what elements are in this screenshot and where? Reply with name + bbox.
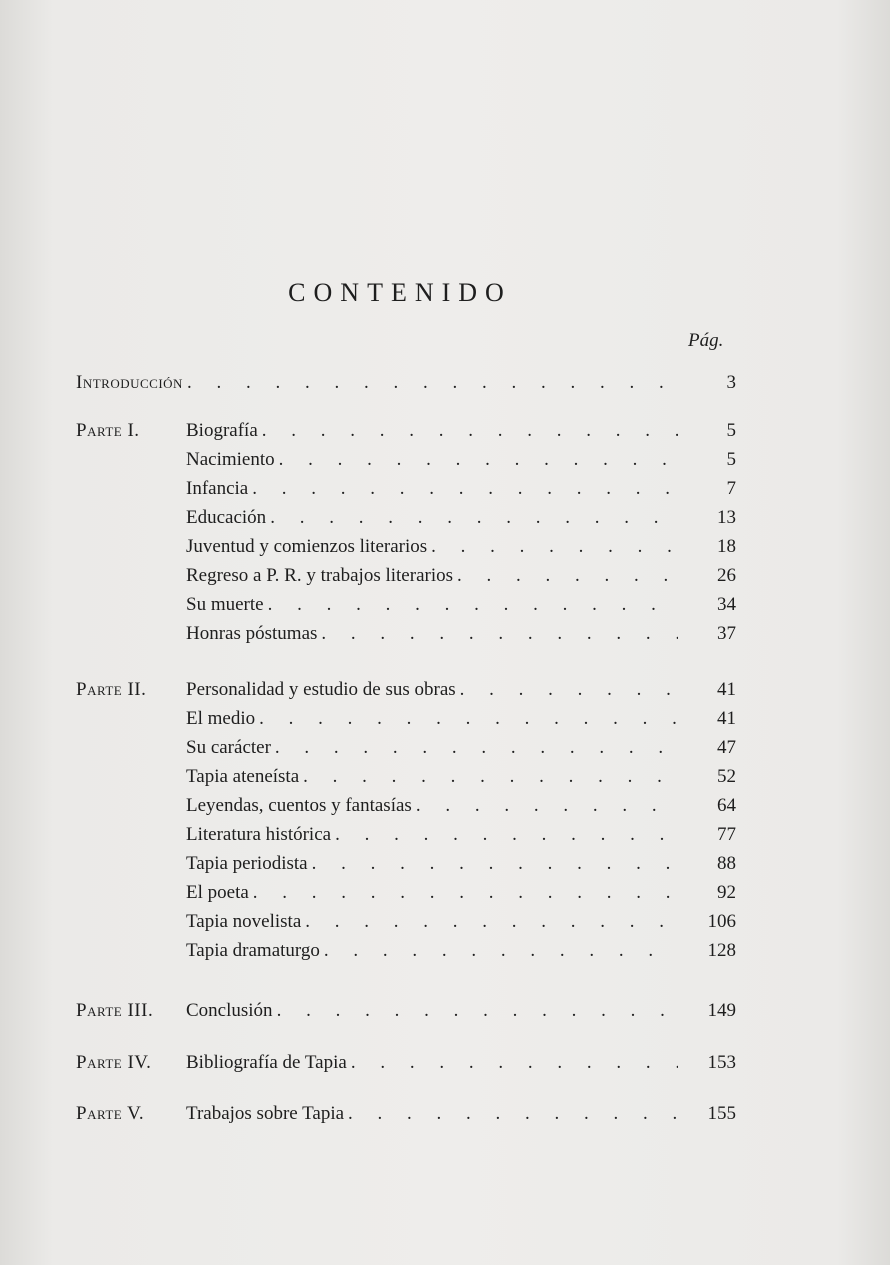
page-number: 18: [717, 536, 736, 557]
toc-row: [76, 853, 736, 882]
page-number: 5: [726, 420, 736, 441]
toc-row: [76, 420, 736, 449]
intro-label: Introducción: [76, 372, 183, 393]
page-number: 13: [717, 507, 736, 528]
page-number: 128: [707, 940, 736, 961]
dot-leader: [275, 737, 678, 759]
page-number: 26: [717, 565, 736, 586]
toc-part-3: [76, 1000, 736, 1029]
toc-row: [76, 911, 736, 940]
page-number: 37: [717, 623, 736, 644]
page-column-label: Pág.: [688, 330, 724, 351]
dot-leader: [416, 795, 678, 817]
toc-row: [76, 1052, 736, 1081]
entry-title: Conclusión: [186, 1000, 273, 1021]
page-number: 155: [707, 1103, 736, 1124]
entry-title: Juventud y comienzos literarios: [186, 536, 428, 557]
page-number: 41: [717, 679, 736, 700]
toc-part-5: [76, 1103, 736, 1132]
dot-leader: [312, 853, 678, 875]
page-number: 34: [717, 594, 736, 615]
dot-leader: [252, 478, 678, 500]
dot-leader: [277, 1000, 678, 1022]
toc-row: [76, 1000, 736, 1029]
toc-row: [76, 766, 736, 795]
toc-row: [76, 507, 736, 536]
entry-title: El poeta: [186, 882, 249, 903]
page-number: 106: [707, 911, 736, 932]
dot-leader: [268, 594, 678, 616]
entry-title: Bibliografía de Tapia: [186, 1052, 347, 1073]
dot-leader: [335, 824, 678, 846]
entry-title: Infancia: [186, 478, 249, 499]
dot-leader: [351, 1052, 678, 1074]
toc-part-4: [76, 1052, 736, 1081]
toc-intro-row: [76, 372, 736, 394]
toc-row: [76, 1103, 736, 1132]
toc-row: [76, 449, 736, 478]
entry-title: Regreso a P. R. y trabajos literarios: [186, 565, 454, 586]
entry-title: Nacimiento: [186, 449, 275, 470]
entry-title: Trabajos sobre Tapia: [186, 1103, 345, 1124]
dot-leader: [253, 882, 678, 904]
toc-row: [76, 536, 736, 565]
dot-leader: [262, 420, 678, 442]
entry-title: Tapia dramaturgo: [186, 940, 320, 961]
toc-row: [76, 940, 736, 969]
toc-row: [76, 478, 736, 507]
dot-leader: [259, 708, 678, 730]
page-number: 7: [726, 478, 736, 499]
page-number: 88: [717, 853, 736, 874]
toc-row: [76, 708, 736, 737]
part-label: Parte II.: [76, 679, 147, 700]
page-number: 77: [717, 824, 736, 845]
page-title: CONTENIDO: [288, 278, 512, 307]
entry-title: Honras póstumas: [186, 623, 318, 644]
dot-leader: [457, 565, 678, 587]
entry-title: Personalidad y estudio de sus obras: [186, 679, 456, 700]
toc-row: [76, 679, 736, 708]
dot-leader: [303, 766, 678, 788]
page-number: 52: [717, 766, 736, 787]
page-number: 41: [717, 708, 736, 729]
page-number: 149: [707, 1000, 736, 1021]
entry-title: Tapia periodista: [186, 853, 308, 874]
entry-title: Su carácter: [186, 737, 271, 758]
toc-row: [76, 737, 736, 766]
dot-leader: [460, 679, 678, 701]
page-number: 92: [717, 882, 736, 903]
entry-title: Leyendas, cuentos y fantasías: [186, 795, 412, 816]
toc-part-1: [76, 420, 736, 652]
dot-leader: [324, 940, 678, 962]
entry-title: El medio: [186, 708, 256, 729]
toc-row: [76, 565, 736, 594]
dot-leader: [187, 372, 678, 394]
dot-leader: [279, 449, 678, 471]
toc-row: [76, 594, 736, 623]
entry-title: Su muerte: [186, 594, 264, 615]
part-label: Parte III.: [76, 1000, 154, 1021]
page-number: 5: [726, 449, 736, 470]
toc-row: [76, 824, 736, 853]
entry-title: Literatura histórica: [186, 824, 332, 845]
part-label: Parte IV.: [76, 1052, 152, 1073]
entry-title: Tapia ateneísta: [186, 766, 300, 787]
part-label: Parte V.: [76, 1103, 145, 1124]
dot-leader: [305, 911, 678, 933]
toc-row: [76, 623, 736, 652]
entry-title: Tapia novelista: [186, 911, 302, 932]
part-label: Parte I.: [76, 420, 140, 441]
dot-leader: [348, 1103, 678, 1125]
dot-leader: [270, 507, 678, 529]
dot-leader: [431, 536, 678, 558]
page-number: 64: [717, 795, 736, 816]
page-number: 3: [726, 372, 736, 393]
entry-title: Educación: [186, 507, 267, 528]
toc-row: [76, 795, 736, 824]
dot-leader: [321, 623, 678, 645]
entry-title: Biografía: [186, 420, 258, 441]
page-number: 153: [707, 1052, 736, 1073]
toc-part-2: [76, 679, 736, 969]
page-number: 47: [717, 737, 736, 758]
toc-row: [76, 882, 736, 911]
